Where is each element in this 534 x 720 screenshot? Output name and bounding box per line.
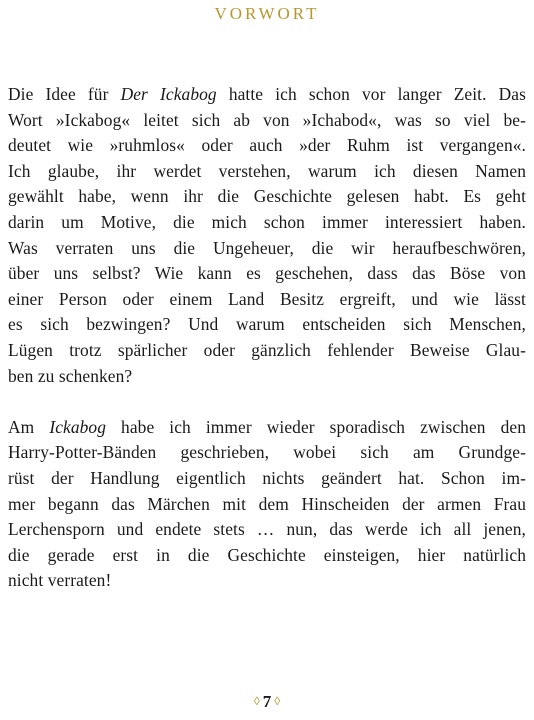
text-line bbox=[8, 517, 526, 543]
text-line bbox=[8, 210, 526, 236]
text-run: Ich glaube, ihr werdet verstehen, warum ich diesen Namen bbox=[8, 160, 526, 181]
text-line bbox=[8, 133, 526, 159]
text-run: deutet wie »ruhmlos« oder auch »der Ruhm ist vergangen«. bbox=[8, 135, 526, 156]
text-run: darin um Motive, die mich schon immer interessiert haben. bbox=[8, 211, 526, 232]
text-line bbox=[8, 364, 526, 390]
text-run: Harry-Potter-Bänden geschrieben, wobei sich am Grundge- bbox=[8, 442, 526, 463]
text-run: Die Idee für bbox=[8, 84, 121, 104]
paragraph-1 bbox=[8, 82, 526, 389]
text-line bbox=[8, 184, 526, 210]
text-run: Lügen trotz spärlicher oder gänzlich fehlender Beweise Glau- bbox=[8, 339, 526, 360]
page-footer bbox=[0, 692, 534, 712]
paragraph-2 bbox=[8, 415, 526, 594]
text-run: einer Person oder einem Land Besitz ergreift, und wie lässt bbox=[8, 288, 526, 309]
text-run: Am bbox=[8, 416, 50, 437]
text-run: hatte ich schon vor langer Zeit. Das bbox=[216, 84, 526, 104]
text-run: gewählt habe, wenn ihr die Geschichte gelesen habt. Es geht bbox=[8, 186, 526, 207]
text-line bbox=[8, 492, 526, 518]
diamond-ornament-icon: ◊ bbox=[274, 694, 281, 708]
text-line bbox=[8, 236, 526, 262]
text-run: Wort »Ickabog« leitet sich ab von »Ichabod«, was so viel be- bbox=[8, 109, 526, 130]
text-run: nicht verraten! bbox=[8, 570, 112, 591]
chapter-title: VORWORT bbox=[214, 4, 320, 23]
text-line bbox=[8, 82, 526, 108]
text-run: es sich bezwingen? Und warum entscheiden sich Menschen, bbox=[8, 314, 526, 335]
text-line bbox=[8, 338, 526, 364]
text-line bbox=[8, 568, 526, 594]
text-line bbox=[8, 543, 526, 569]
text-run: Lerchensporn und endete stets … nun, das werde ich all jenen, bbox=[8, 519, 526, 540]
diamond-ornament-icon: ◊ bbox=[253, 694, 260, 708]
text-line bbox=[8, 159, 526, 185]
text-run: über uns selbst? Wie kann es geschehen, dass das Böse von bbox=[8, 263, 526, 284]
paragraph-gap bbox=[8, 389, 526, 415]
text-run: Was verraten uns die Ungeheuer, die wir heraufbeschwören, bbox=[8, 237, 526, 258]
text-line bbox=[8, 415, 526, 441]
text-run: ben zu schenken? bbox=[8, 365, 133, 386]
text-line bbox=[8, 287, 526, 313]
book-title-italic: Ickabog bbox=[49, 416, 107, 437]
text-line bbox=[8, 466, 526, 492]
page-number: 7 bbox=[262, 692, 272, 711]
text-run: habe ich immer wieder sporadisch zwischen den bbox=[106, 416, 527, 437]
text-run: rüst der Handlung eigentlich nichts geändert hat. Schon im- bbox=[8, 467, 526, 488]
body-text bbox=[8, 82, 526, 594]
text-run: mer begann das Märchen mit dem Hinscheiden der armen Frau bbox=[8, 493, 526, 514]
text-line bbox=[8, 440, 526, 466]
text-line bbox=[8, 261, 526, 287]
text-line bbox=[8, 108, 526, 134]
book-title-italic: Der Ickabog bbox=[120, 84, 217, 104]
text-line bbox=[8, 312, 526, 338]
text-run: die gerade erst in die Geschichte einsteigen, hier natürlich bbox=[8, 544, 526, 565]
